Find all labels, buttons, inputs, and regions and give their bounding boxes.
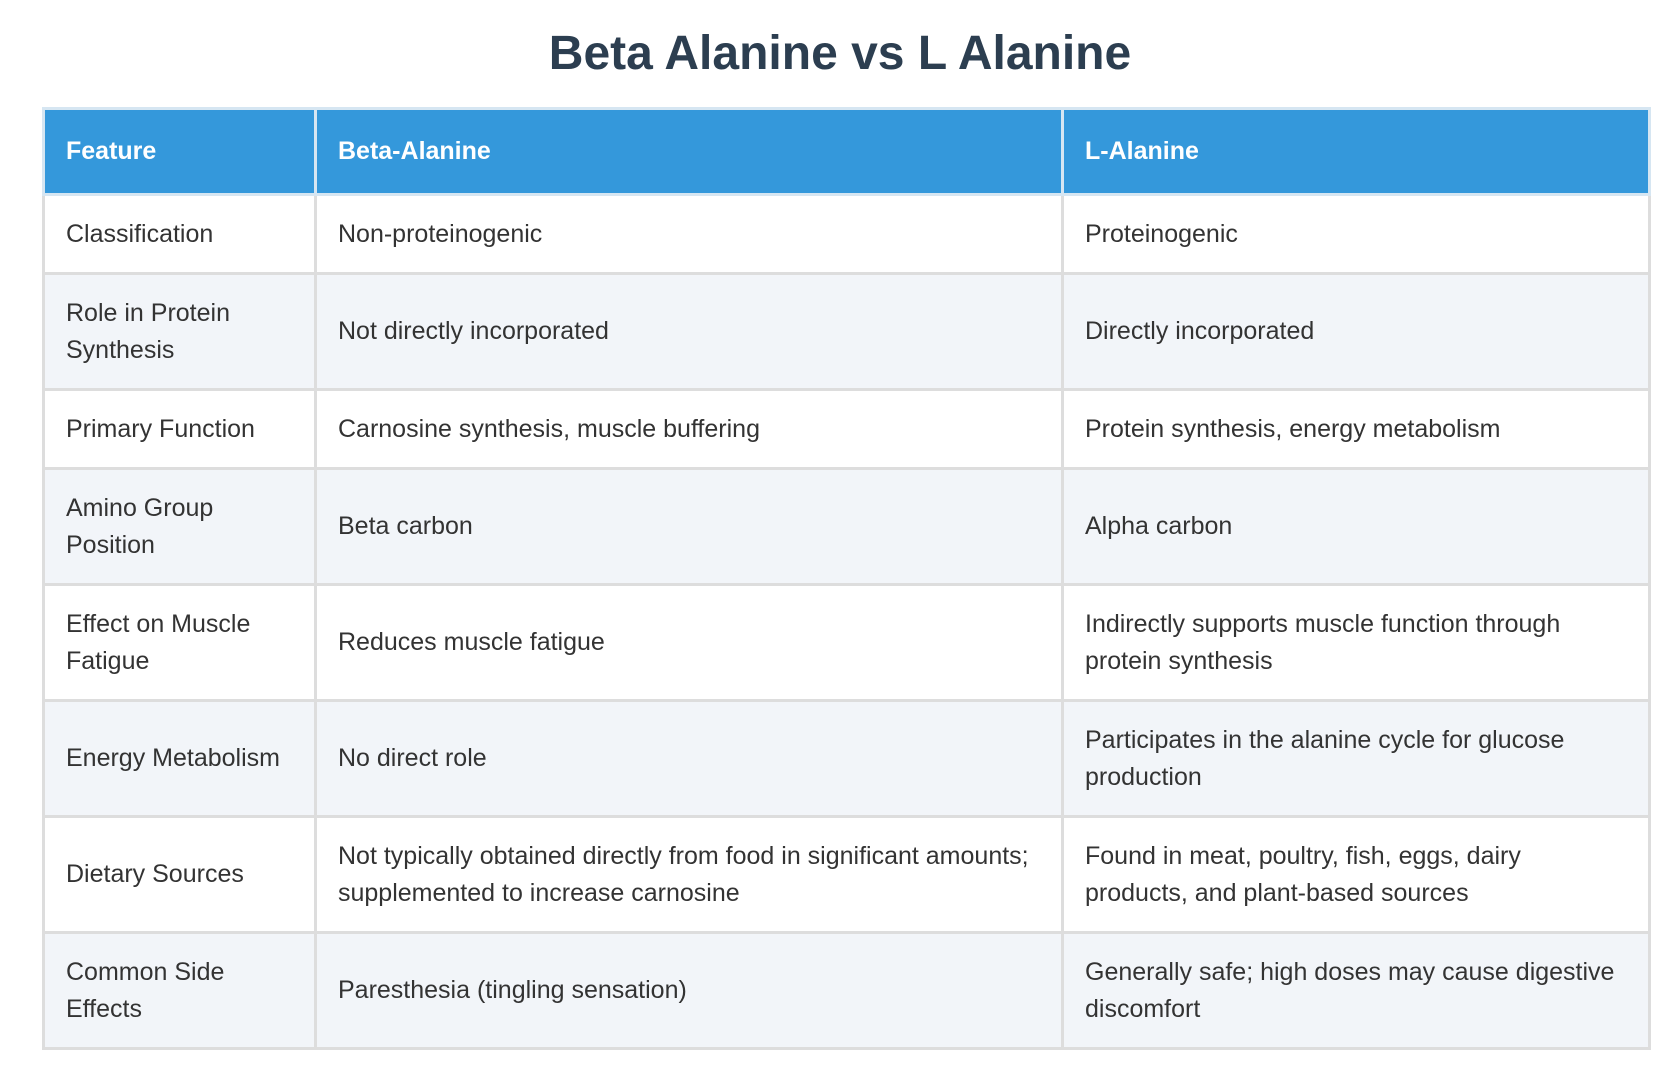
cell-beta-alanine: Paresthesia (tingling sensation): [316, 933, 1063, 1049]
table-row: [44, 701, 1650, 817]
header-beta-alanine: Beta-Alanine: [316, 109, 1063, 195]
cell-l-alanine: Found in meat, poultry, fish, eggs, dairy products, and plant-based sources: [1063, 817, 1650, 933]
cell-l-alanine: Participates in the alanine cycle for glucose production: [1063, 701, 1650, 817]
cell-feature: Role in Protein Synthesis: [44, 274, 316, 390]
cell-feature: Classification: [44, 195, 316, 274]
cell-beta-alanine: Non-proteinogenic: [316, 195, 1063, 274]
table-row: [44, 195, 1650, 274]
cell-l-alanine: Generally safe; high doses may cause digestive discomfort: [1063, 933, 1650, 1049]
table-row: [44, 469, 1650, 585]
cell-l-alanine: Alpha carbon: [1063, 469, 1650, 585]
cell-beta-alanine: Reduces muscle fatigue: [316, 585, 1063, 701]
table-header-row: [44, 109, 1650, 195]
cell-feature: Primary Function: [44, 390, 316, 469]
cell-feature: Dietary Sources: [44, 817, 316, 933]
cell-feature: Amino Group Position: [44, 469, 316, 585]
cell-feature: Effect on Muscle Fatigue: [44, 585, 316, 701]
cell-l-alanine: Protein synthesis, energy metabolism: [1063, 390, 1650, 469]
cell-l-alanine: Indirectly supports muscle function through protein synthesis: [1063, 585, 1650, 701]
page-title: Beta Alanine vs L Alanine: [548, 27, 1132, 80]
cell-beta-alanine: Carnosine synthesis, muscle buffering: [316, 390, 1063, 469]
cell-l-alanine: Directly incorporated: [1063, 274, 1650, 390]
table-row: [44, 585, 1650, 701]
table-row: [44, 274, 1650, 390]
header-feature: Feature: [44, 109, 316, 195]
cell-feature: Common Side Effects: [44, 933, 316, 1049]
table-row: [44, 933, 1650, 1049]
cell-beta-alanine: No direct role: [316, 701, 1063, 817]
cell-beta-alanine: Beta carbon: [316, 469, 1063, 585]
cell-l-alanine: Proteinogenic: [1063, 195, 1650, 274]
table-row: [44, 817, 1650, 933]
cell-beta-alanine: Not typically obtained directly from food in significant amounts; supplemented to increase carnosine: [316, 817, 1063, 933]
cell-feature: Energy Metabolism: [44, 701, 316, 817]
header-l-alanine: L-Alanine: [1063, 109, 1650, 195]
cell-beta-alanine: Not directly incorporated: [316, 274, 1063, 390]
comparison-table: [42, 107, 1651, 1050]
table-row: [44, 390, 1650, 469]
